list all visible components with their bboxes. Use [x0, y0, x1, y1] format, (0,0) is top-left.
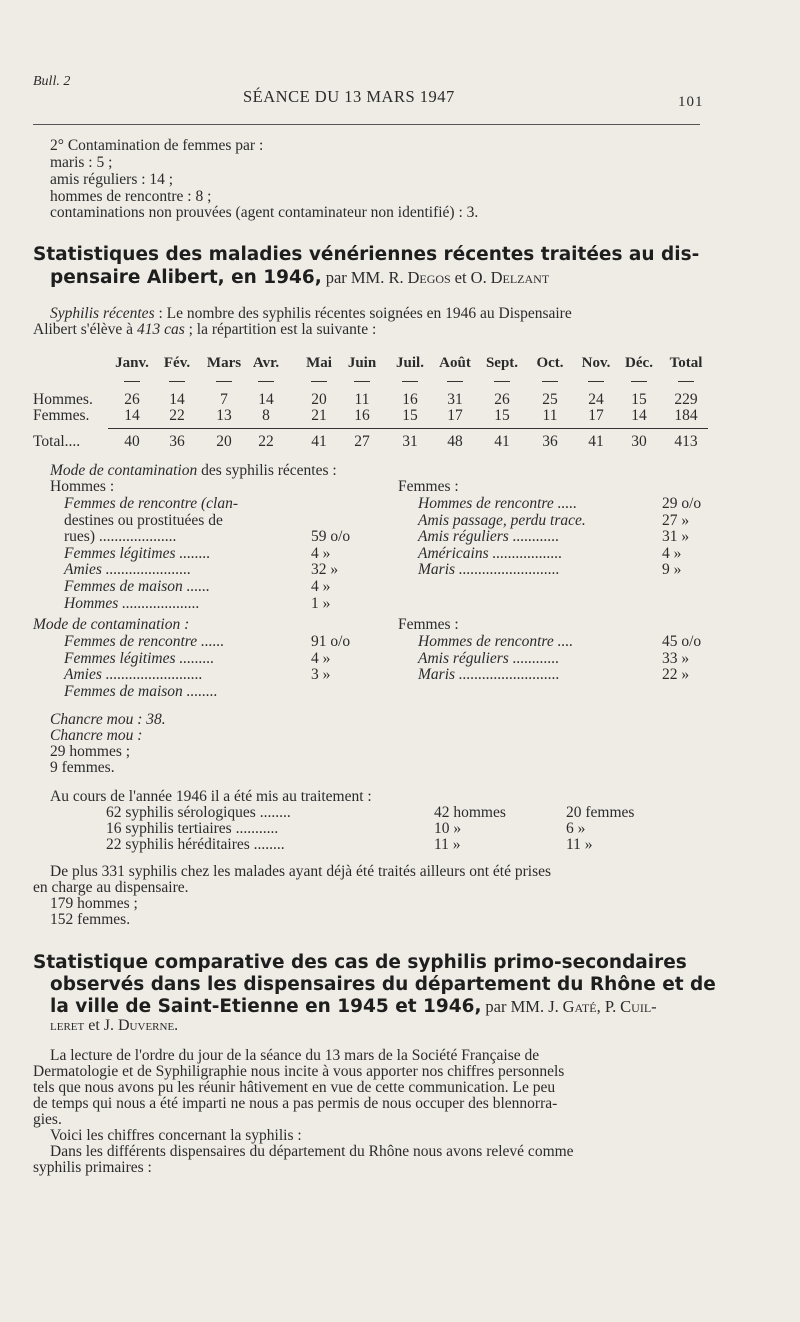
chancre-line: Chancre mou : 38. — [50, 711, 166, 728]
table-cell: 16 — [402, 391, 418, 408]
row-label: Hommes. — [33, 391, 93, 408]
month-header: Fév. — [163, 355, 191, 371]
table-cell: 15 — [631, 391, 647, 408]
section-heading: pensaire Alibert, en 1946, — [50, 267, 322, 288]
treatment-intro: Au cours de l'année 1946 il a été mis au traitement : — [50, 788, 372, 805]
table-cell: 184 — [674, 407, 698, 424]
list-item-value: 3 » — [311, 666, 331, 684]
month-header: Oct. — [536, 355, 564, 371]
group-label: Femmes : — [398, 478, 459, 495]
header-dash — [124, 381, 140, 382]
table-cell: 15 — [402, 407, 418, 424]
treatment-femmes: 11 » — [566, 836, 593, 853]
month-header: Juil. — [396, 355, 424, 371]
table-cell: 11 — [354, 391, 370, 408]
list-item-label: Femmes légitimes ........ — [64, 544, 211, 562]
list-item-value: 4 » — [662, 544, 682, 562]
list-item-label: Femmes de maison ........ — [64, 682, 218, 700]
header-dash — [169, 381, 185, 382]
table-cell: 413 — [674, 433, 698, 450]
table-cell: 41 — [588, 433, 604, 450]
author-name: Delzant — [490, 268, 550, 287]
header-dash — [588, 381, 604, 382]
list-item-label: Femmes de rencontre (clan- — [64, 495, 239, 512]
month-header: Avr. — [252, 355, 280, 371]
paragraph-line: Voici les chiffres concernant la syphilis : — [50, 1127, 302, 1144]
running-title: SÉANCE DU 13 MARS 1947 — [243, 87, 455, 106]
paragraph-line: 179 hommes ; — [50, 895, 138, 912]
paragraph-line: 152 femmes. — [50, 911, 131, 928]
month-header: Janv. — [115, 355, 149, 371]
table-cell: 48 — [447, 433, 463, 450]
table-cell: 21 — [311, 407, 327, 424]
list-item-value: 1 » — [311, 594, 331, 612]
list-item-label: Amis réguliers ............ — [418, 649, 560, 667]
list-item-value: 59 o/o — [311, 528, 351, 546]
header-dash — [354, 381, 370, 382]
list-item-label: Hommes .................... — [64, 594, 200, 612]
list-item-value: 22 » — [662, 666, 690, 684]
list-item-label: Américains .................. — [418, 544, 563, 562]
section-heading: Statistiques des maladies vénériennes récentes traitées au dis- — [33, 244, 700, 265]
list-item-value: 31 » — [662, 528, 690, 546]
list-item-value: 29 o/o — [662, 495, 702, 512]
month-header: Août — [439, 355, 471, 371]
month-header: Nov. — [581, 355, 611, 371]
total-rule — [108, 428, 708, 429]
list-item-label: Maris .......................... — [418, 666, 560, 684]
header-dash — [216, 381, 232, 382]
paragraph-line: De plus 331 syphilis chez les malades ayant déjà été traités ailleurs ont été prises — [50, 863, 552, 880]
treatment-hommes: 11 » — [434, 836, 461, 853]
chancre-line: 9 femmes. — [50, 759, 115, 776]
month-header: Mai — [306, 355, 332, 371]
treatment-label: 62 syphilis sérologiques ........ — [106, 804, 291, 821]
bulletin-label: Bull. 2 — [33, 74, 71, 89]
list-item-label: rues) .................... — [64, 528, 177, 546]
paragraph-line: syphilis primaires : — [33, 1159, 152, 1176]
authors-and: et J. — [84, 1017, 114, 1034]
authors-prefix: par MM. R. — [325, 268, 404, 287]
table-cell: 26 — [494, 391, 510, 408]
list-item-label: Amies ...................... — [64, 561, 192, 579]
month-header: Juin — [347, 355, 377, 371]
paragraph-line: Dans les différents dispensaires du département du Rhône nous avons relevé comme — [50, 1143, 574, 1160]
period: . — [174, 1017, 179, 1034]
treatment-label: 16 syphilis tertiaires ........... — [106, 820, 279, 837]
table-cell: 24 — [588, 391, 604, 408]
section-heading-line3 — [50, 995, 657, 1018]
emphasis: 413 cas — [136, 321, 185, 338]
table-cell: 13 — [216, 407, 232, 424]
table-cell: 22 — [258, 433, 274, 450]
table-cell: 22 — [169, 407, 185, 424]
table-cell: 26 — [124, 391, 140, 408]
header-dash — [542, 381, 558, 382]
author-name: Gaté — [562, 997, 597, 1016]
section-heading: la ville de Saint-Etienne en 1945 et 1946, — [50, 996, 482, 1017]
header-dash — [258, 381, 274, 382]
table-cell: 25 — [542, 391, 558, 408]
treatment-hommes: 10 » — [434, 820, 462, 837]
table-cell: 31 — [402, 433, 418, 450]
paragraph-line: de temps qui nous a été imparti ne nous a pas permis de nous occuper des blennorra- — [33, 1095, 558, 1112]
intro-line: 2° Contamination de femmes par : — [50, 137, 264, 154]
list-item-label: Femmes de maison ...... — [64, 578, 210, 595]
table-cell: 20 — [216, 433, 232, 450]
list-item-value: 4 » — [311, 544, 331, 562]
section-heading: Statistique comparative des cas de syphilis primo-secondaires — [33, 952, 687, 973]
author-name: Duverne — [118, 1017, 175, 1034]
text: ; la répartition est la suivante : — [184, 321, 377, 338]
header-rule — [33, 124, 700, 125]
header-dash — [311, 381, 327, 382]
table-cell: 14 — [258, 391, 274, 408]
mode-title: Mode de contamination : — [33, 616, 190, 633]
text: Alibert s'élève à — [33, 321, 137, 338]
row-label: Femmes. — [33, 407, 90, 424]
paragraph-line: La lecture de l'ordre du jour de la séance du 13 mars de la Société Française de — [50, 1047, 540, 1064]
list-item-value: 4 » — [311, 649, 331, 667]
authors-prefix: par MM. J. — [485, 997, 559, 1016]
table-cell: 17 — [447, 407, 463, 424]
chancre-line: Chancre mou : — [50, 727, 143, 744]
author-name: Degos — [407, 268, 451, 287]
paragraph-line — [33, 322, 376, 338]
table-cell: 36 — [542, 433, 558, 450]
table-cell: 31 — [447, 391, 463, 408]
text: des syphilis récentes : — [197, 462, 337, 479]
table-cell: 7 — [220, 391, 228, 408]
author-name: Cuil- — [620, 997, 657, 1016]
page-number: 101 — [678, 94, 704, 110]
list-item-value: 9 » — [662, 561, 682, 579]
header-dash — [402, 381, 418, 382]
table-cell: 8 — [262, 407, 270, 424]
list-item-value: 32 » — [311, 561, 339, 579]
table-cell: 14 — [169, 391, 185, 408]
list-item-label: Femmes de rencontre ...... — [64, 633, 225, 650]
emphasis: Syphilis récentes — [50, 305, 155, 322]
table-cell: 36 — [169, 433, 185, 450]
mode-title — [50, 463, 337, 479]
paragraph-line: tels que nous avons pu les réunir hâtivement en vue de cette communication. Le peu — [33, 1079, 556, 1096]
header-dash — [494, 381, 510, 382]
list-item-label: Hommes de rencontre .... — [418, 633, 574, 650]
list-item-label: Amis réguliers ............ — [418, 528, 560, 546]
table-cell: 14 — [124, 407, 140, 424]
month-header: Déc. — [625, 355, 653, 371]
month-header: Total — [669, 355, 703, 371]
treatment-femmes: 20 femmes — [566, 804, 635, 821]
list-item-value: 91 o/o — [311, 633, 351, 650]
treatment-hommes: 42 hommes — [434, 804, 506, 821]
paragraph-line: gies. — [33, 1111, 62, 1128]
list-item-value: 45 o/o — [662, 633, 702, 650]
intro-line: amis réguliers : 14 ; — [50, 171, 174, 188]
list-item-label: Hommes de rencontre ..... — [418, 495, 577, 512]
list-item-value: 27 » — [662, 511, 690, 529]
table-cell: 30 — [631, 433, 647, 450]
intro-line: hommes de rencontre : 8 ; — [50, 188, 212, 205]
author-name: leret — [50, 1017, 85, 1034]
paragraph-line: en charge au dispensaire. — [33, 879, 189, 896]
list-item-value: 4 » — [311, 578, 331, 595]
table-cell: 17 — [588, 407, 604, 424]
table-cell: 41 — [494, 433, 510, 450]
list-item-label: Maris .......................... — [418, 561, 560, 579]
list-item-label: destines ou prostituées de — [64, 511, 223, 529]
paragraph-line — [50, 306, 572, 322]
table-cell: 27 — [354, 433, 370, 450]
header-dash — [678, 381, 694, 382]
table-cell: 229 — [674, 391, 698, 408]
month-header: Mars — [206, 355, 242, 371]
authors-line — [50, 1018, 178, 1034]
header-dash — [447, 381, 463, 382]
chancre-line: 29 hommes ; — [50, 743, 131, 760]
table-cell: 40 — [124, 433, 140, 450]
table-cell: 15 — [494, 407, 510, 424]
list-item-value: 33 » — [662, 649, 690, 667]
table-cell: 14 — [631, 407, 647, 424]
table-cell: 41 — [311, 433, 327, 450]
list-item-label: Amis passage, perdu trace. — [418, 511, 586, 529]
table-cell: 20 — [311, 391, 327, 408]
text: : Le nombre des syphilis récentes soignées en 1946 au Dispensaire — [154, 305, 572, 322]
intro-line: maris : 5 ; — [50, 154, 113, 171]
section-heading-line2 — [50, 266, 549, 289]
intro-line: contaminations non prouvées (agent contaminateur non identifié) : 3. — [50, 204, 479, 221]
row-label: Total.... — [33, 433, 81, 450]
group-label: Femmes : — [398, 616, 459, 633]
treatment-label: 22 syphilis héréditaires ........ — [106, 836, 285, 853]
treatment-femmes: 6 » — [566, 820, 586, 837]
emphasis: Mode de contamination — [50, 462, 198, 479]
month-header: Sept. — [485, 355, 519, 371]
paragraph-line: Dermatologie et de Syphiligraphie nous incite à vous apporter nos chiffres personnels — [33, 1063, 565, 1080]
group-label: Hommes : — [50, 478, 115, 495]
list-item-label: Femmes légitimes ......... — [64, 649, 215, 667]
table-cell: 16 — [354, 407, 370, 424]
authors-mid: , P. — [596, 997, 617, 1016]
authors-mid: et O. — [454, 268, 487, 287]
table-cell: 11 — [542, 407, 558, 424]
list-item-label: Amies ......................... — [64, 666, 203, 684]
section-heading: observés dans les dispensaires du département du Rhône et de — [50, 974, 716, 995]
header-dash — [631, 381, 647, 382]
